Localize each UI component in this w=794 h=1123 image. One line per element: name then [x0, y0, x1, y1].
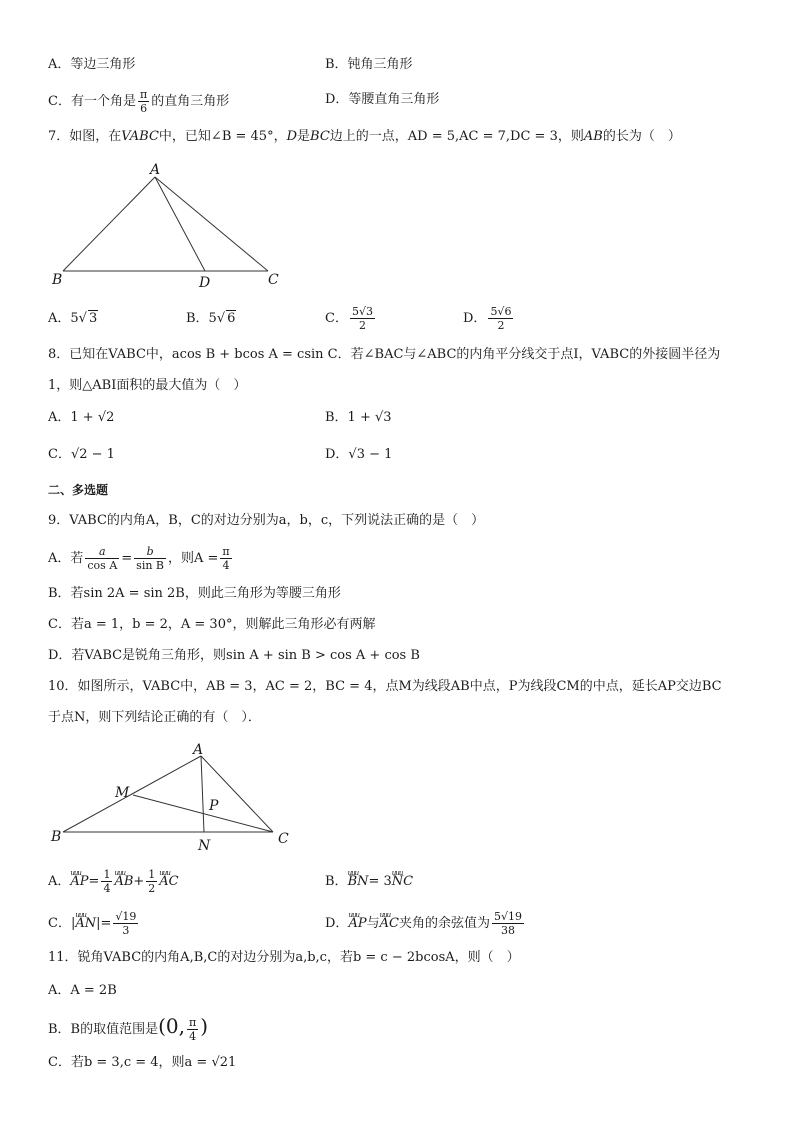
q10-option-a-eq: = — [88, 874, 100, 889]
q11-stem: 11．锐角VABC的内角A,B,C的对边分别为a,b,c，若b = c − 2bcosA，则（ ） — [48, 950, 520, 965]
frac-num: √19 — [115, 910, 137, 923]
vector-nc: uuu NC — [392, 872, 413, 892]
q10-option-b-eq: = 3 — [368, 874, 392, 889]
frac-den: 2 — [148, 882, 156, 895]
segment-ab — [63, 177, 155, 271]
q11-option-b — [48, 1016, 208, 1043]
label-b: B — [52, 272, 63, 288]
q7-stem-part: AB — [583, 129, 603, 144]
q9-option-a-pre: A．若 — [48, 551, 84, 566]
q10-option-a-plus: + — [133, 874, 145, 889]
q7-stem-part: 的长为（ ） — [602, 129, 681, 144]
frac-num: π — [139, 88, 148, 101]
q7-stem — [48, 127, 681, 147]
q6-option-c — [48, 88, 229, 115]
q10-option-a-fraction-2 — [146, 868, 157, 895]
label-a: A — [150, 162, 161, 178]
q8-stem-line1: 8．已知在VABC中，acos B + bcos A = csin C．若∠BAC与∠ABC的内角平分线交于点I，VABC的外接圆半径为 — [48, 347, 721, 362]
q9-option-a-fraction-3 — [220, 545, 231, 572]
q11-option-a: A．A = 2B — [48, 983, 117, 998]
vector-bn: uuu BN — [348, 872, 369, 892]
q9-option-c: C．若a = 1，b = 2，A = 30°，则解此三角形必有两解 — [48, 617, 376, 632]
vector-ac: uuu AC — [380, 914, 399, 934]
segment-ac — [155, 177, 268, 271]
q7-option-c — [325, 305, 377, 332]
q7-stem-part: D — [286, 129, 298, 144]
frac-num: 5√6 — [490, 305, 512, 318]
label-c: C — [278, 831, 289, 847]
frac-num: 5√3 — [351, 305, 373, 318]
q6-option-a: A．等边三角形 — [48, 57, 136, 72]
frac-num: b — [134, 545, 166, 559]
vector-ac: uuu AC — [159, 872, 178, 892]
frac-num: 5√19 — [493, 910, 522, 923]
q10-option-c — [48, 910, 140, 937]
q7-triangle-figure — [48, 160, 298, 295]
q10-option-c-pre: C．| — [48, 916, 76, 931]
frac-den: 4 — [189, 1030, 197, 1043]
q7-option-c-fraction — [350, 305, 375, 332]
q8-option-a: A．1 + √2 — [48, 410, 115, 425]
q10-triangle-figure — [48, 738, 298, 856]
q8-option-c: C．√2 − 1 — [48, 447, 115, 462]
frac-num: π — [222, 545, 230, 558]
q7-option-b-radicand: 6 — [227, 311, 236, 326]
q7-option-d-label: D． — [463, 311, 487, 326]
frac-num: 1 — [148, 868, 156, 881]
q10-option-d-mid: 夹角的余弦值为 — [398, 916, 490, 931]
frac-den: 3 — [122, 924, 130, 937]
frac-num: 1 — [103, 868, 111, 881]
q10-option-d-with: 与 — [366, 916, 380, 931]
q8-option-d: D．√3 − 1 — [325, 447, 393, 462]
segment-an — [201, 756, 204, 832]
q7-stem-part: 是 — [297, 129, 311, 144]
q9-option-a-fraction-1 — [85, 545, 119, 572]
q10-option-b-pre: B． — [325, 874, 348, 889]
frac-den: cos A — [87, 559, 118, 572]
q10-option-d-pre: D． — [325, 916, 349, 931]
frac-den: 38 — [500, 924, 515, 937]
q10-option-c-fraction — [113, 910, 138, 937]
q10-option-a-fraction-1 — [101, 868, 112, 895]
vector-ap: uuu AP — [70, 872, 88, 892]
q6-option-c-post: 的直角三角形 — [151, 94, 230, 109]
q11-option-b-pre: B．B的取值范围是 — [48, 1022, 159, 1037]
q11-option-c: C．若b = 3,c = 4，则a = √21 — [48, 1055, 237, 1070]
q10-option-b — [325, 872, 413, 892]
segment-ac — [201, 756, 273, 832]
q11-option-b-fraction — [187, 1016, 198, 1043]
q7-option-a — [48, 309, 98, 329]
q7-option-c-label: C． — [325, 311, 348, 326]
q9-stem: 9．VABC的内角A，B，C的对边分别为a，b，c，下列说法正确的是（ ） — [48, 513, 485, 528]
q6-option-c-fraction — [138, 88, 149, 115]
q7-stem-part: 边上的一点，AD = 5,AC = 7,DC = 3，则 — [329, 129, 584, 144]
q9-option-a-fraction-2 — [134, 545, 166, 572]
q7-option-b — [186, 309, 236, 329]
vector-ab: uuu AB — [114, 872, 133, 892]
q9-option-a — [48, 545, 234, 572]
label-d: D — [199, 275, 211, 291]
q7-option-d — [463, 305, 515, 332]
q6-option-d: D．等腰直角三角形 — [325, 92, 440, 107]
frac-den: 2 — [497, 319, 505, 332]
frac-den: 2 — [358, 319, 366, 332]
q7-option-a-radicand: 3 — [88, 311, 98, 326]
q10-option-d-fraction — [492, 910, 524, 937]
q7-option-b-label: B．5 — [186, 311, 217, 326]
segment-ad — [155, 177, 205, 271]
label-m: M — [115, 785, 130, 801]
label-b: B — [51, 829, 62, 845]
q7-stem-part: 7．如图，在 — [48, 129, 122, 144]
q10-stem-line2: 于点N，则下列结论正确的有（ ）． — [48, 710, 261, 725]
label-n: N — [198, 838, 211, 854]
frac-num: a — [85, 545, 119, 559]
frac-den: 4 — [222, 559, 230, 572]
q10-stem-line1: 10．如图所示，VABC中，AB = 3，AC = 2，BC = 4，点M为线段AB中点，P为线段CM的中点，延长AP交边BC — [48, 679, 722, 694]
vector-ap: uuu AP — [348, 914, 366, 934]
q6-option-b: B．钝角三角形 — [325, 57, 413, 72]
q11-option-b-lpar: (0, — [158, 1014, 185, 1038]
q9-option-a-mid: ，则A = — [168, 551, 219, 566]
label-c: C — [268, 272, 279, 288]
q7-stem-part: VABC — [121, 129, 159, 144]
vector-an: uuu AN — [75, 914, 96, 934]
sqrt-icon: √ — [78, 311, 87, 326]
q7-stem-part: 中，已知∠B = 45°， — [158, 129, 287, 144]
q9-option-b: B．若sin 2A = sin 2B，则此三角形为等腰三角形 — [48, 586, 341, 601]
section-title: 二、多选题 — [48, 483, 109, 497]
frac-num: π — [189, 1016, 197, 1029]
q10-option-c-eq: |= — [96, 916, 112, 931]
q8-option-b: B．1 + √3 — [325, 410, 392, 425]
q10-option-a — [48, 868, 179, 895]
frac-den: 6 — [140, 102, 148, 115]
q7-option-d-fraction — [488, 305, 513, 332]
q6-option-c-pre: C．有一个角是 — [48, 94, 136, 109]
frac-den: 4 — [103, 882, 111, 895]
q9-option-a-eq: = — [121, 551, 133, 566]
q10-option-a-pre: A． — [48, 874, 71, 889]
frac-den: sin B — [136, 559, 164, 572]
sqrt-icon: √ — [216, 311, 226, 326]
q10-option-d — [325, 910, 526, 937]
q11-option-b-rpar: ) — [200, 1014, 209, 1038]
label-a: A — [193, 742, 204, 758]
label-p: P — [209, 798, 219, 814]
q7-option-a-label: A．5 — [48, 311, 79, 326]
q7-stem-part: BC — [310, 129, 330, 144]
q9-option-d: D．若VABC是锐角三角形，则sin A + sin B > cos A + cos B — [48, 648, 420, 663]
q8-stem-line2: 1，则△ABI面积的最大值为（ ） — [48, 378, 247, 393]
segment-ab — [63, 756, 201, 832]
